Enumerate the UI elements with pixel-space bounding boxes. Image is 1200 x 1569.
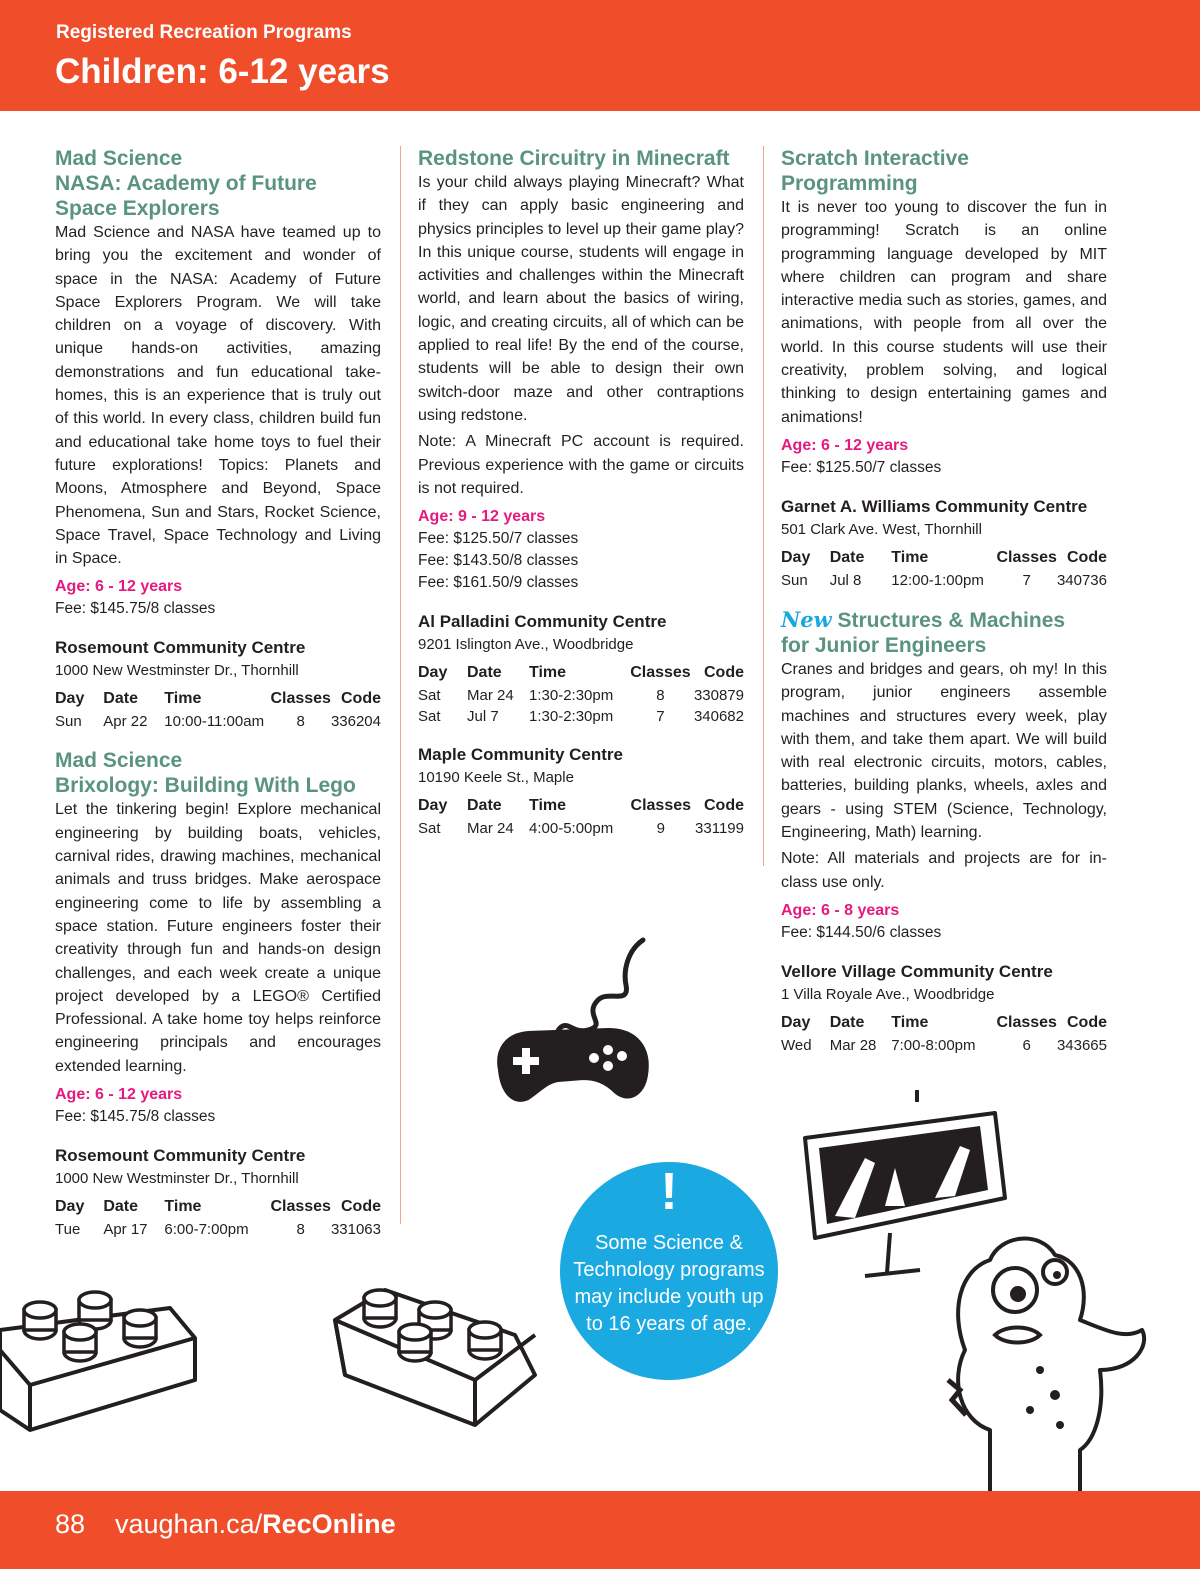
fee: Fee: $161.50/9 classes — [418, 574, 579, 592]
exclamation-icon: ! — [660, 1163, 678, 1221]
program-title: Mad Science Brixology: Building With Lego — [55, 749, 356, 798]
program-note: Note: A Minecraft PC account is required. Previous experience with the game or circuits is not required. — [418, 433, 744, 497]
callout-bubble — [560, 1162, 778, 1380]
fee: Fee: $125.50/7 classes — [418, 530, 579, 548]
schedule-table: Day Date Time Classes Code Sun Jul 8 12:00-1:00pm 7 340736 — [781, 548, 1107, 589]
program-title: Mad Science NASA: Academy of Future Space Explorers — [55, 147, 317, 220]
venue-name: Maple Community Centre — [418, 745, 623, 765]
program-description: Is your child always playing Minecraft? What if they can apply basic engineering and physics principles to level up their game play? In this unique course, students will engage in activities and challenges within the Minecraft world, and learn about the basics of wiring, logic, and creating circuits, all of which can be applied to real life! By the end of the course, students will be able to design their own switch-door maze and other contraptions using redstone. — [418, 174, 744, 424]
venue-address: 501 Clark Ave. West, Thornhill — [781, 520, 982, 538]
venue-address: 1 Villa Royale Ave., Woodbridge — [781, 985, 995, 1003]
venue-address: 9201 Islington Ave., Woodbridge — [418, 636, 634, 654]
schedule-table: Day Date Time Classes Code Sat Mar 24 4:00-5:00pm 9 331199 — [418, 797, 744, 838]
venue-name: Rosemount Community Centre — [55, 638, 306, 658]
lego-brick-icon — [0, 1290, 210, 1450]
program — [781, 607, 1107, 1056]
program-description: It is never too young to discover the fun in programming! Scratch is an online programming language developed by MIT where children can program and share interactive media such as stories, games, and animations, with people from all over the world. In this course students will use their creativity, problem solving, and logical thinking to design entertaining games and animations! — [781, 199, 1107, 426]
new-badge: New — [781, 606, 832, 632]
game-controller-icon — [488, 930, 658, 1110]
program-description: Let the tinkering begin! Explore mechanical engineering by building boats, vehicles, carnival rides, drawing machines, mechanical animals and truss bridges. Make aerospace engineering come to life by assembling a space station. Future engineers foster their creativity through fun and hands-on design challenges, and each week create a unique project developed by a LEGO® Certified Professional. A take home toy helps reinforce engineering principals and encourages extended learning. — [55, 801, 381, 1075]
program — [781, 146, 1107, 591]
schedule-table: Day Date Time Classes Code Sun Apr 22 10:00-11:00am 8 336204 — [55, 690, 381, 731]
table-row: Sun Jul 8 12:00-1:00pm 7 340736 — [781, 571, 1107, 589]
program — [55, 146, 381, 732]
fee: Fee: $144.50/6 classes — [781, 923, 942, 941]
venue-name: Vellore Village Community Centre — [781, 961, 1053, 981]
program — [55, 748, 381, 1240]
fee: Fee: $145.75/8 classes — [55, 1108, 216, 1126]
age-range: Age: 9 - 12 years — [418, 508, 546, 526]
age-range: Age: 6 - 12 years — [55, 1086, 183, 1104]
program-note: Note: All materials and projects are for in-class use only. — [781, 850, 1107, 891]
schedule-table: Day Date Time Classes Code Tue Apr 17 6:00-7:00pm 8 331063 — [55, 1198, 381, 1239]
program-title: New Structures & Machines for Junior Engineers — [781, 606, 1066, 657]
age-range: Age: 6 - 8 years — [781, 901, 900, 919]
fee: Fee: $125.50/7 classes — [781, 458, 942, 476]
page-number: 88 — [55, 1509, 86, 1539]
column-3 — [781, 146, 1107, 1056]
venue-address: 1000 New Westminster Dr., Thornhill — [55, 662, 299, 680]
column-divider — [400, 146, 401, 1224]
page-footer — [0, 1491, 1200, 1569]
venue-address: 10190 Keele St., Maple — [418, 769, 574, 787]
venue-address: 1000 New Westminster Dr., Thornhill — [55, 1170, 299, 1188]
table-row: Sat Mar 24 1:30-2:30pm 8 330879 — [418, 687, 744, 705]
callout-text: Some Science & Technology programs may include youth up to 16 years of age. — [573, 1232, 765, 1335]
website-link[interactable]: vaughan.ca/RecOnline — [115, 1509, 396, 1539]
page-title: Children: 6-12 years — [55, 52, 390, 91]
age-range: Age: 6 - 12 years — [781, 436, 909, 454]
table-row: Wed Mar 28 7:00-8:00pm 6 343665 — [781, 1036, 1107, 1054]
program-title: Scratch Interactive Programming — [781, 147, 969, 195]
venue-name: Rosemount Community Centre — [55, 1146, 306, 1166]
table-row: Tue Apr 17 6:00-7:00pm 8 331063 — [55, 1221, 381, 1239]
table-row: Sun Apr 22 10:00-11:00am 8 336204 — [55, 713, 381, 731]
age-range: Age: 6 - 12 years — [55, 578, 183, 596]
lego-brick-icon — [325, 1280, 550, 1440]
venue-name: Garnet A. Williams Community Centre — [781, 496, 1088, 516]
section-label: Registered Recreation Programs — [56, 22, 352, 43]
fee: Fee: $143.50/8 classes — [418, 552, 579, 570]
program-description: Mad Science and NASA have teamed up to bring you the excitement and wonder of space in the NASA: Academy of Future Space Explorers Program. We will take children on a voyage of discovery. With unique hands-on activities, amazing demonstrations and fun educational take-homes, this is an experience that is truly out of this world. In every class, children build fun and educational take home toys to fuel their future explorations! Topics: Planets and Moons, Atmosphere and Beyond, Space Phenomena, Sun and Stars, Rocket Science, Space Travel, Space Technology and Living in Space. — [55, 224, 381, 568]
venue-name: Al Palladini Community Centre — [418, 612, 667, 632]
column-1 — [55, 146, 381, 1240]
program-title: Redstone Circuitry in Minecraft — [418, 147, 730, 170]
table-row: Sat Jul 7 1:30-2:30pm 7 340682 — [418, 708, 744, 726]
page-header — [0, 0, 1200, 111]
schedule-table: Day Date Time Classes Code Wed Mar 28 7:00-8:00pm 6 343665 — [781, 1013, 1107, 1054]
program — [418, 146, 744, 839]
column-divider — [763, 146, 764, 866]
program-description: Cranes and bridges and gears, oh my! In this program, junior engineers assemble machines and structures every week, play with them, and take them apart. We will build with real electronic circuits, motors, cables, batteries, building planks, wheels, axles and gears - using STEM (Science, Technology, Engineering, Math) learning. — [781, 660, 1107, 842]
schedule-table: Day Date Time Classes Code Sat Mar 24 1:30-2:30pm 8 330879 Sat Jul 7 1:30-2:30pm 7 340682 — [418, 664, 744, 726]
table-row: Sat Mar 24 4:00-5:00pm 9 331199 — [418, 820, 744, 838]
fee: Fee: $145.75/8 classes — [55, 600, 216, 618]
cartoon-creature-icon — [930, 1230, 1150, 1492]
column-2 — [418, 146, 744, 839]
